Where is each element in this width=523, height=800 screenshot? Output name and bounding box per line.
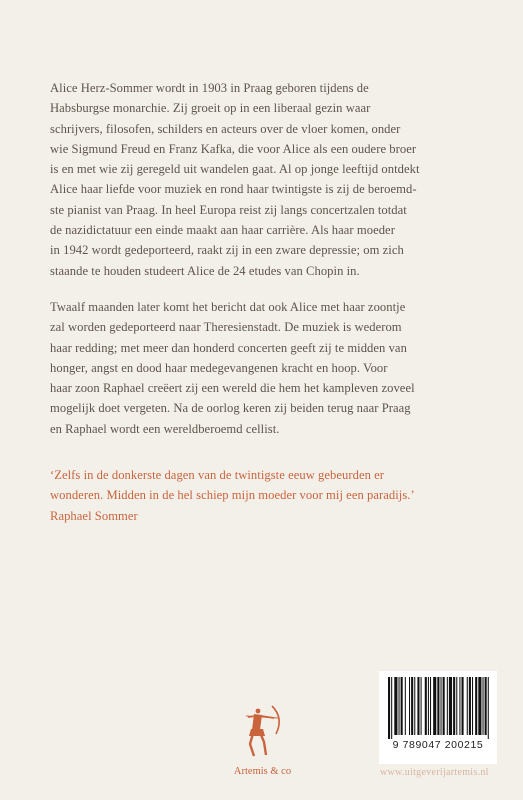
text-line: Twaalf maanden later komt het bericht dat ook Alice met haar zoontje	[50, 300, 406, 314]
barcode-bar	[488, 677, 489, 739]
barcode-bar	[428, 677, 429, 735]
barcode-bar	[414, 677, 415, 735]
barcode-bar	[441, 677, 442, 735]
quote-line: ‘Zelfs in de donkerste dagen van de twintigste eeuw gebeurden er	[50, 468, 385, 482]
barcode-icon	[379, 671, 497, 741]
text-line: Alice haar liefde voor muziek en rond haar twintigste is zij de beroemd-	[50, 182, 417, 197]
text-line: zal worden gedeporteerd naar Theresienstadt. De muziek is wederom	[50, 320, 402, 335]
publisher-name: Artemis & co	[233, 766, 292, 777]
barcode-bar	[449, 677, 452, 735]
barcode-bar	[443, 677, 445, 735]
text-line: ste pianist van Praag. In heel Europa reist zij langs concertzalen totdat	[50, 202, 407, 217]
publisher-url: www.uitgeverijartemis.nl	[380, 767, 489, 778]
barcode-bar	[425, 677, 427, 735]
barcode-bar	[485, 677, 487, 735]
barcode-bar	[409, 677, 410, 735]
barcode-bar	[478, 677, 481, 735]
barcode-bar	[456, 677, 457, 735]
isbn-number: 9 789047 200215	[392, 739, 484, 751]
blurb-paragraph-1	[50, 78, 490, 281]
text-line: honger, angst en dood haar medegevangenen kracht en hoop. Voor	[50, 360, 388, 375]
barcode-bar	[391, 677, 392, 739]
barcode-bar	[411, 677, 413, 735]
text-line: haar redding; met meer dan honderd concerten geeft zij te midden van	[50, 340, 407, 355]
barcode-bar	[433, 677, 436, 735]
barcode-bar	[459, 677, 460, 735]
barcode-bar	[462, 677, 464, 735]
text-line: schrijvers, filosofen, schilders en acteurs over de vloer komen, onder	[50, 121, 401, 136]
barcode-bar	[475, 677, 477, 735]
barcode-bar	[430, 677, 431, 735]
barcode-bar	[388, 677, 390, 739]
text-line: en Raphael wordt een wereldberoemd cellist.	[50, 421, 280, 436]
text-line: is en met wie zij geregeld uit wandelen gaat. Al op jonge leeftijd ontdekt	[50, 162, 420, 177]
pull-quote	[50, 465, 490, 526]
text-line: Alice Herz-Sommer wordt in 1903 in Praag geboren tijdens de	[50, 81, 369, 95]
barcode-bar	[472, 677, 473, 735]
text-line: Habsburgse monarchie. Zij groeit op in een liberaal gezin waar	[50, 101, 371, 116]
quote-attribution: Raphael Sommer	[50, 508, 138, 523]
barcode-bar	[401, 677, 403, 735]
barcode-bar	[453, 677, 455, 735]
text-line: wie Sigmund Freud en Franz Kafka, die voor Alice als een oudere broer	[50, 141, 417, 156]
barcode-bar	[394, 677, 397, 735]
text-line: haar zoon Raphael creëert zij een wereld die hem het kampleven zoveel	[50, 381, 415, 396]
isbn-barcode	[379, 671, 497, 764]
barcode-bar	[437, 677, 439, 735]
text-line: in 1942 wordt gedeporteerd, raakt zij in een zware depressie; om zich	[50, 243, 404, 258]
barcode-bar	[399, 677, 400, 735]
blurb-paragraph-2	[50, 297, 490, 439]
text-line: mogelijk doet vergeten. Na de oorlog keren zij beiden terug naar Praag	[50, 401, 411, 416]
barcode-bar	[467, 677, 468, 735]
barcode-bar	[417, 677, 419, 735]
barcode-bar	[421, 677, 422, 735]
text-line: de nazidictatuur een einde maakt aan haar carrière. Als haar moeder	[50, 223, 395, 238]
barcode-bar	[469, 677, 471, 735]
archer-icon	[232, 700, 292, 760]
text-line: staande te houden studeert Alice de 24 etudes van Chopin in.	[50, 263, 360, 278]
quote-line: wonderen. Midden in de hel schiep mijn moeder voor mij een paradijs.’	[50, 488, 415, 503]
barcode-bar	[483, 677, 484, 735]
barcode-bar	[405, 677, 406, 735]
barcode-bar	[447, 677, 448, 735]
